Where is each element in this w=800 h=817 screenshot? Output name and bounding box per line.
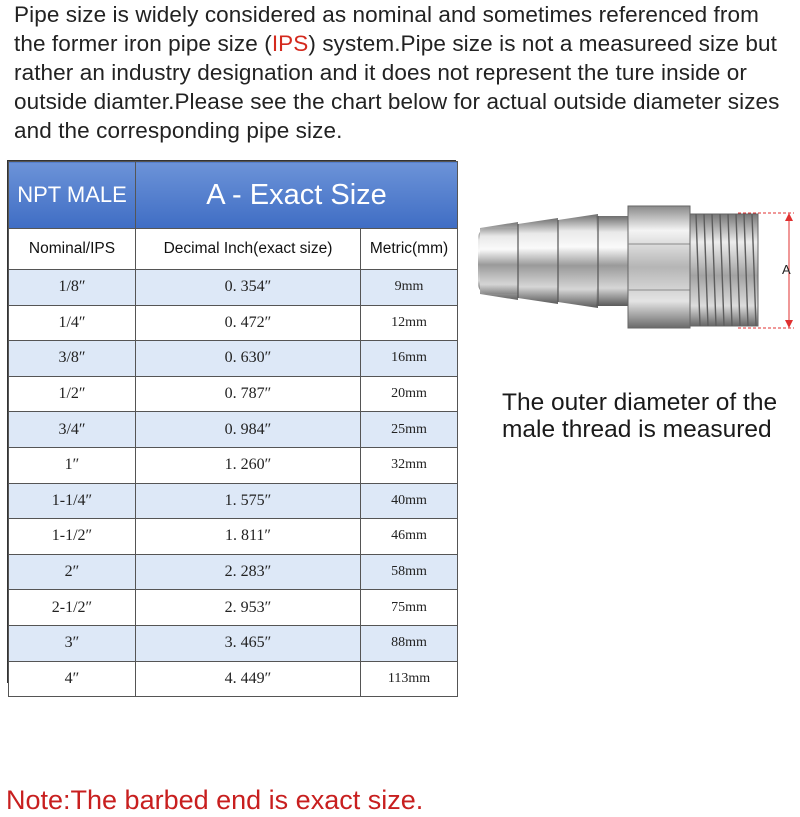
- cell-decimal-inch: 1. 260″: [136, 447, 361, 483]
- cell-metric: 32mm: [361, 447, 458, 483]
- cell-nominal: 3″: [9, 625, 136, 661]
- cell-metric: 9mm: [361, 270, 458, 306]
- cell-decimal-inch: 0. 787″: [136, 376, 361, 412]
- table-row: [9, 554, 458, 590]
- header-exact-size: A - Exact Size: [136, 162, 458, 229]
- cell-metric: 12mm: [361, 305, 458, 341]
- table-row: [9, 412, 458, 448]
- cell-metric: 25mm: [361, 412, 458, 448]
- cell-nominal: 3/8″: [9, 341, 136, 377]
- cell-nominal: 2″: [9, 554, 136, 590]
- column-header-row: [9, 229, 458, 270]
- cell-metric: 113mm: [361, 661, 458, 697]
- intro-paragraph: [14, 0, 794, 145]
- cell-nominal: 1/2″: [9, 376, 136, 412]
- cell-metric: 75mm: [361, 590, 458, 626]
- table-row: [9, 625, 458, 661]
- cell-nominal: 1-1/2″: [9, 519, 136, 555]
- cell-decimal-inch: 0. 354″: [136, 270, 361, 306]
- header-npt-male: NPT MALE: [9, 162, 136, 229]
- cell-nominal: 4″: [9, 661, 136, 697]
- intro-text-part1: Pipe size is widely considered as nominal and sometimes referenced from the former iron pipe size (: [14, 2, 759, 56]
- cell-decimal-inch: 1. 575″: [136, 483, 361, 519]
- column-header-metric: Metric(mm): [361, 229, 458, 270]
- table-row: [9, 519, 458, 555]
- table-row: [9, 270, 458, 306]
- cell-nominal: 2-1/2″: [9, 590, 136, 626]
- cell-decimal-inch: 3. 465″: [136, 625, 361, 661]
- hose-barb-fitting-diagram: [470, 200, 800, 340]
- column-header-nominal: Nominal/IPS: [9, 229, 136, 270]
- dimension-a-label: A: [782, 262, 791, 277]
- cell-decimal-inch: 2. 283″: [136, 554, 361, 590]
- table-row: [9, 590, 458, 626]
- cell-nominal: 1″: [9, 447, 136, 483]
- table-row: [9, 447, 458, 483]
- cell-metric: 88mm: [361, 625, 458, 661]
- caption-outer-diameter: The outer diameter of the male thread is measured: [502, 389, 778, 443]
- table-row: [9, 305, 458, 341]
- cell-metric: 58mm: [361, 554, 458, 590]
- size-chart: [7, 160, 456, 687]
- cell-metric: 40mm: [361, 483, 458, 519]
- cell-decimal-inch: 0. 630″: [136, 341, 361, 377]
- cell-nominal: 1/8″: [9, 270, 136, 306]
- cell-metric: 46mm: [361, 519, 458, 555]
- note-barbed-end: Note:The barbed end is exact size.: [6, 785, 424, 815]
- cell-nominal: 1/4″: [9, 305, 136, 341]
- cell-decimal-inch: 0. 984″: [136, 412, 361, 448]
- cell-decimal-inch: 0. 472″: [136, 305, 361, 341]
- cell-decimal-inch: 2. 953″: [136, 590, 361, 626]
- cell-decimal-inch: 4. 449″: [136, 661, 361, 697]
- hex-nut: [628, 206, 690, 328]
- table-row: [9, 341, 458, 377]
- column-header-decimal: Decimal Inch(exact size): [136, 229, 361, 270]
- cell-metric: 20mm: [361, 376, 458, 412]
- table-row: [9, 483, 458, 519]
- male-thread: [690, 214, 758, 326]
- cell-decimal-inch: 1. 811″: [136, 519, 361, 555]
- cell-metric: 16mm: [361, 341, 458, 377]
- table-header-row: [9, 162, 458, 229]
- table-row: [9, 376, 458, 412]
- size-table: [8, 161, 458, 697]
- cell-nominal: 1-1/4″: [9, 483, 136, 519]
- cell-nominal: 3/4″: [9, 412, 136, 448]
- intro-highlight-ips: IPS: [271, 31, 309, 56]
- intro-text-part2: ) system.Pipe size is not a measureed size but rather an industry designation and it does not represent the ture inside or outside diamter.Please see the chart below for actual outside diameter sizes and the corresponding pipe size.: [14, 31, 780, 143]
- table-row: [9, 661, 458, 697]
- barb-end: [478, 214, 630, 308]
